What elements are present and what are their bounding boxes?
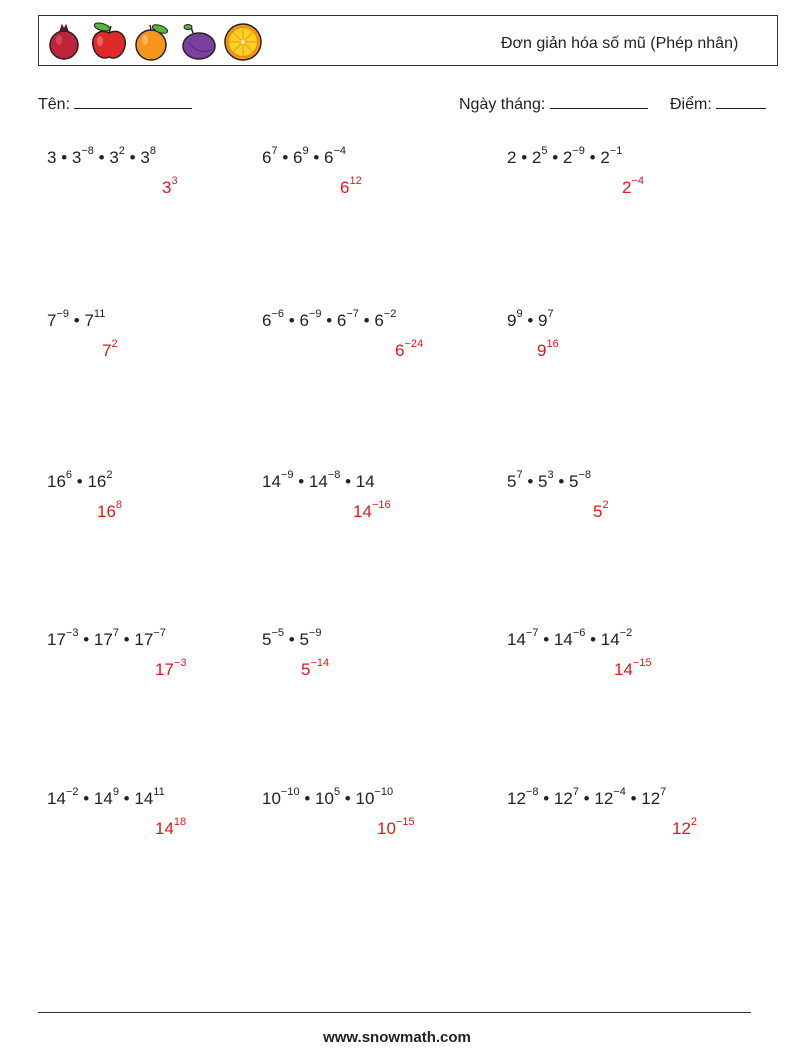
problem-answer: $6^{12}$ [340, 175, 362, 197]
problem-question: $14^{-9}$ • $14^{-8}$ • 14 [262, 469, 375, 491]
plum-icon [179, 22, 219, 62]
problem-question: $16^6$ • $16^2$ [47, 469, 113, 491]
problem-question: $9^9$ • $9^7$ [507, 308, 554, 330]
problem-answer: $6^{-24}$ [395, 338, 424, 360]
problem-answer: $10^{-15}$ [377, 816, 415, 838]
problem-answer: $14^{18}$ [155, 816, 187, 838]
apple-icon [89, 22, 129, 62]
date-blank[interactable] [550, 94, 648, 109]
problem-answer: $14^{-15}$ [614, 657, 652, 679]
name-blank[interactable] [74, 94, 192, 109]
problem-answer: $5^{-14}$ [301, 657, 330, 679]
problem-question: $7^{-9}$ • $7^{11}$ [47, 308, 106, 330]
orange-slice-icon [223, 22, 263, 62]
worksheet-title: Đơn giản hóa số mũ (Phép nhân) [501, 35, 739, 52]
problem-answer: $12^2$ [672, 816, 698, 838]
problem-answer: $16^8$ [97, 499, 123, 521]
problem-answer: $14^{-16}$ [353, 499, 391, 521]
problem-answer: $3^3$ [162, 175, 178, 197]
problem-question: $17^{-3}$ • $17^7$ • $17^{-7}$ [47, 627, 166, 649]
problem-question: $14^{-2}$ • $14^9$ • $14^{11}$ [47, 786, 165, 808]
name-label: Tên: [38, 96, 71, 113]
footer-divider [38, 1012, 751, 1013]
problem-question: $6^7$ • $6^9$ • $6^{-4}$ [262, 145, 347, 167]
pomegranate-icon [44, 22, 84, 62]
orange-icon [132, 22, 172, 62]
problem-question: $5^7$ • $5^3$ • $5^{-8}$ [507, 469, 592, 491]
problem-answer: $9^{16}$ [537, 338, 559, 360]
problem-question: 2 • $2^5$ • $2^{-9}$ • $2^{-1}$ [507, 145, 623, 167]
footer-website: www.snowmath.com [323, 1029, 471, 1046]
problem-question: $6^{-6}$ • $6^{-9}$ • $6^{-7}$ • $6^{-2}$ [262, 308, 397, 330]
problem-question: $5^{-5}$ • $5^{-9}$ [262, 627, 322, 649]
problem-answer: $2^{-4}$ [622, 175, 645, 197]
problem-answer: $7^2$ [102, 338, 118, 360]
date-field [459, 94, 648, 114]
problem-answer: $5^2$ [593, 499, 609, 521]
problem-question: $10^{-10}$ • $10^5$ • $10^{-10}$ [262, 786, 394, 808]
score-label: Điểm: [670, 96, 712, 113]
score-field [670, 94, 766, 114]
problem-question: 3 • $3^{-8}$ • $3^2$ • $3^8$ [47, 145, 156, 167]
problem-question: $12^{-8}$ • $12^7$ • $12^{-4}$ • $12^7$ [507, 786, 667, 808]
name-field [38, 94, 192, 114]
problem-answer: $17^{-3}$ [155, 657, 187, 679]
date-label: Ngày tháng: [459, 96, 546, 113]
header-box [38, 15, 778, 66]
problem-question: $14^{-7}$ • $14^{-6}$ • $14^{-2}$ [507, 627, 633, 649]
score-blank[interactable] [716, 94, 766, 109]
